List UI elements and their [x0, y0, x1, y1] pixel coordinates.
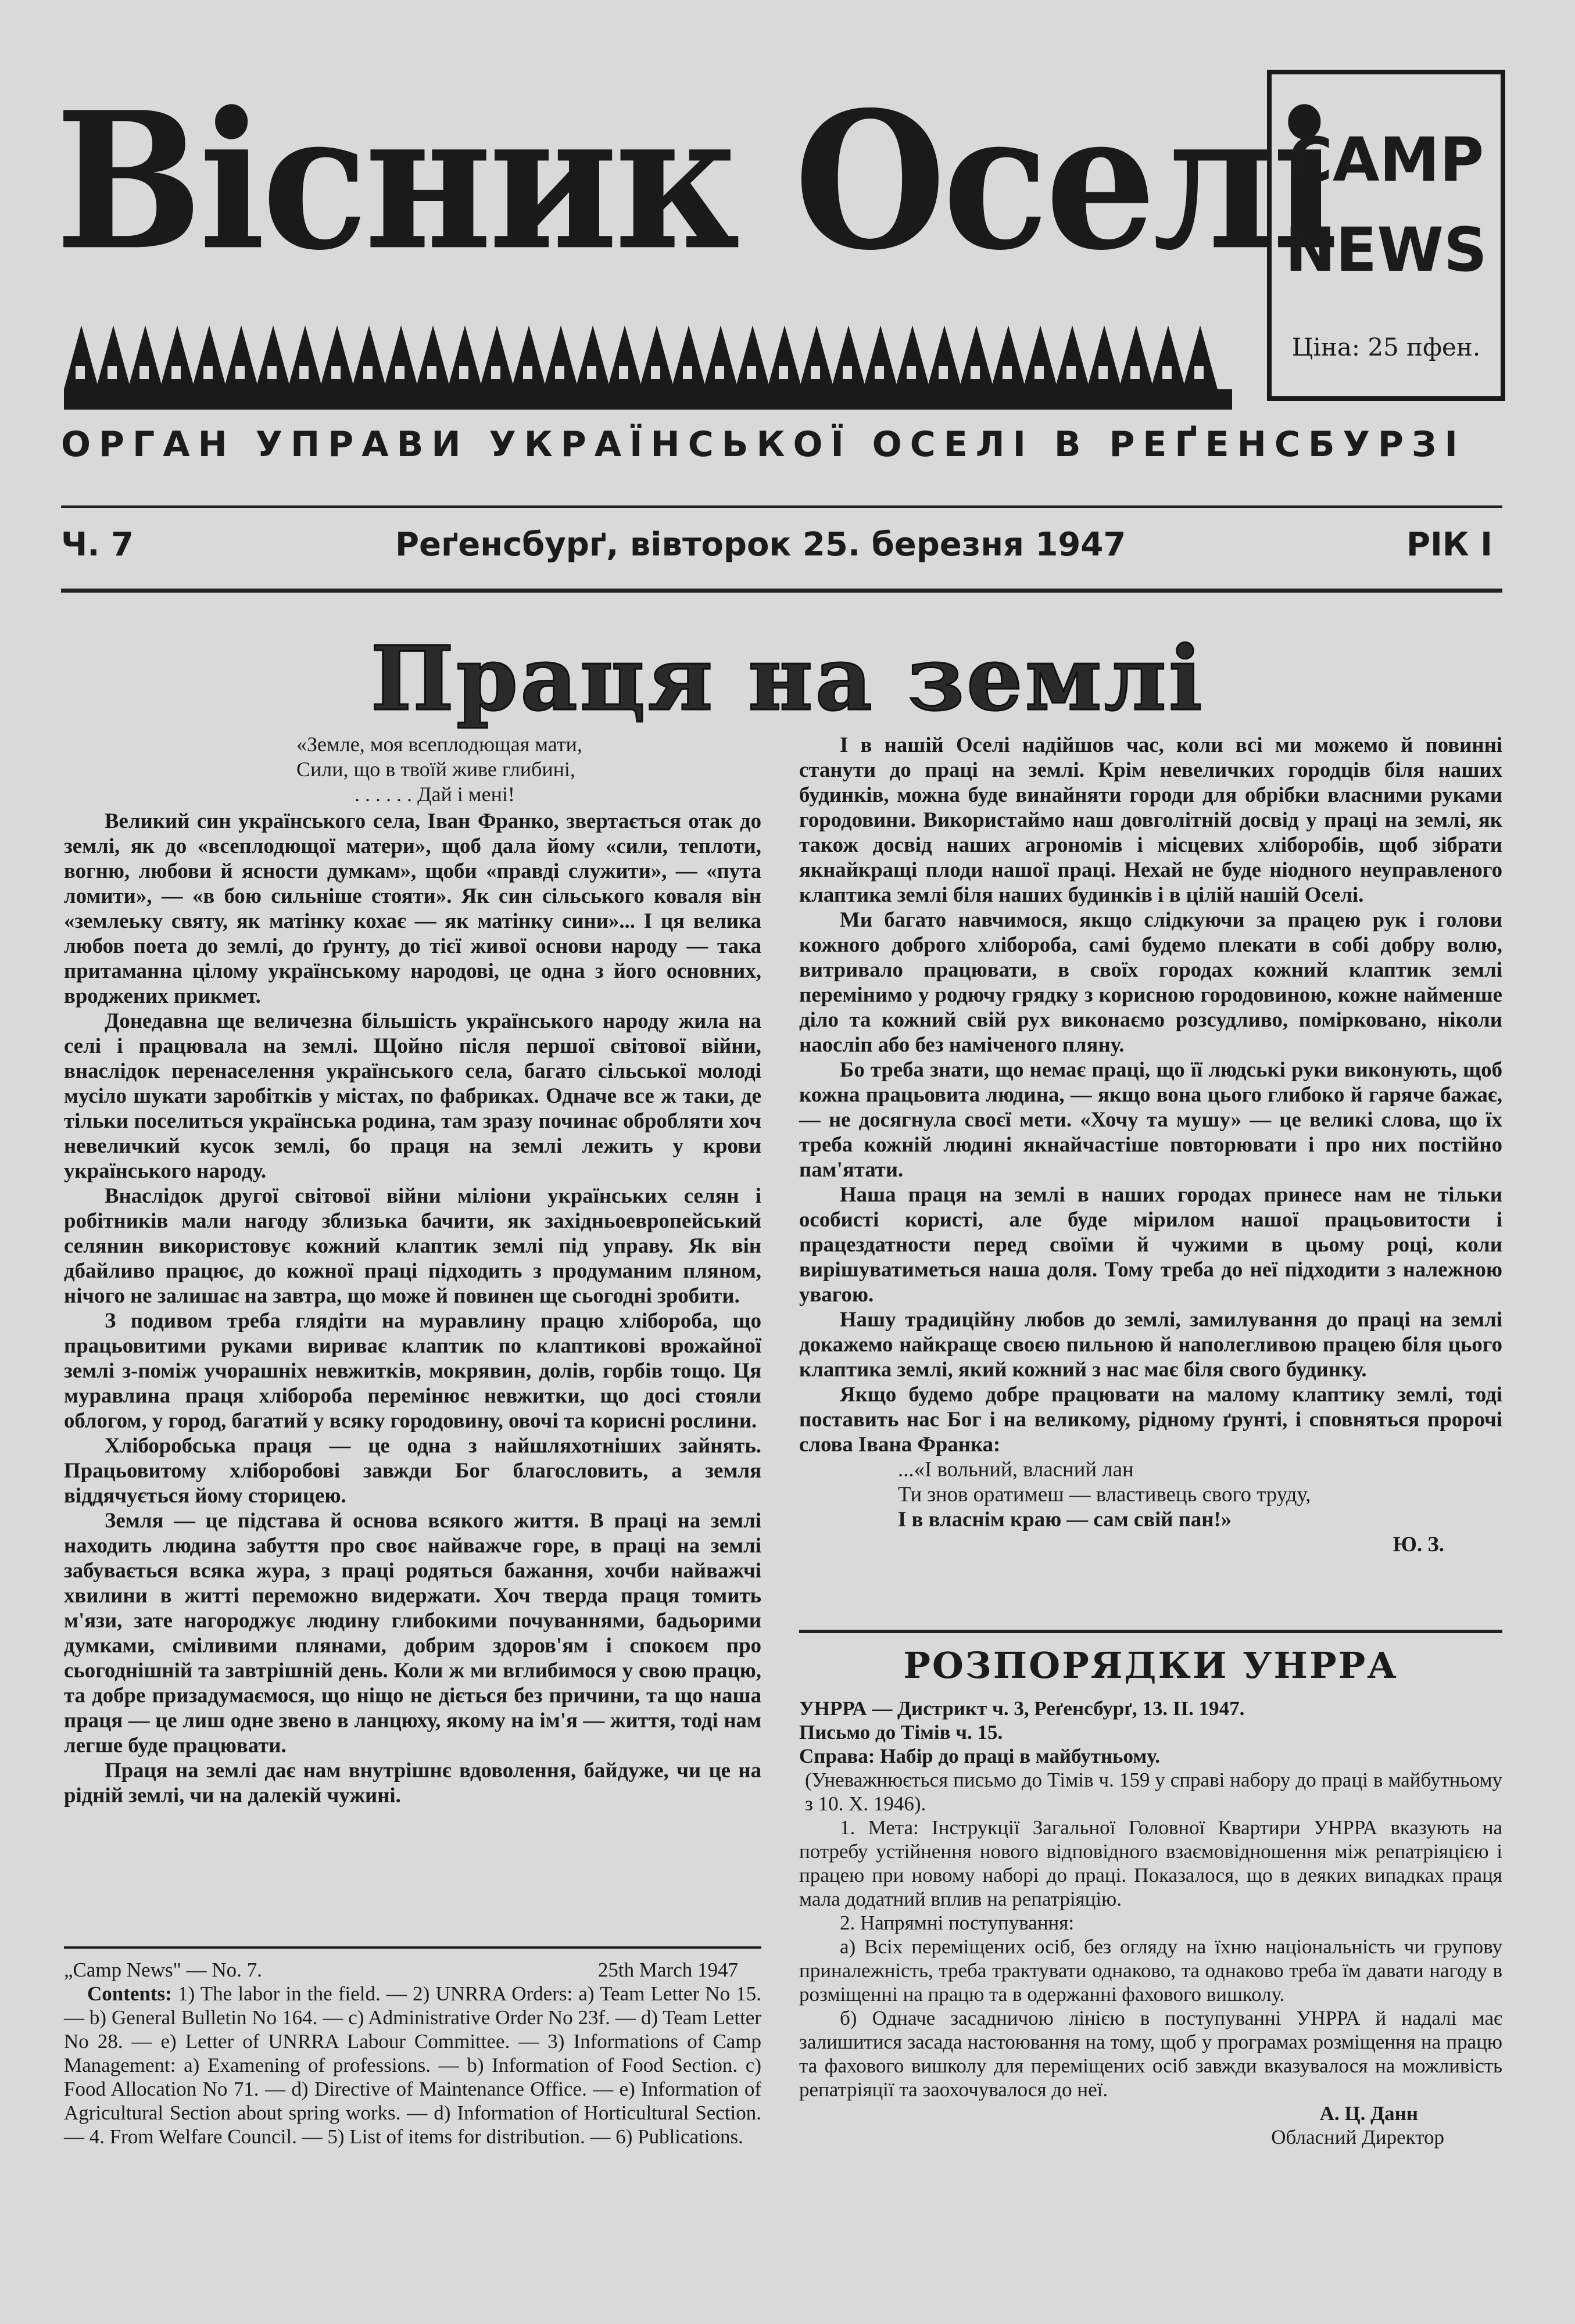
volume-year: РІК І [1406, 526, 1492, 564]
unrra-heading: УНРРА — Дистрикт ч. 3, Реґенсбурґ, 13. II. 1947. [799, 1697, 1245, 1720]
contents-lead: Contents: [87, 1982, 172, 2005]
article-paragraph: З подивом треба глядіти на муравлину працю хлібороба, що працьовитими руками вириває клаптик по клаптикові врожайної землі з-поміж учорашніх невжитків, мокрявин, долів, горбів тощо. Ця муравлина праця хлібороба перемінює невжитки, що досі стояли облогом, у город, багатий у всяку городовину, овочі та корисні рослини. [64, 1308, 761, 1432]
masthead-subtitle: ОРГАН УПРАВИ УКРАЇНСЬКОЇ ОСЕЛІ В РЕҐЕНСБУРЗІ [61, 424, 1466, 465]
camp-news-box [1267, 70, 1505, 401]
poem-line: ...«І вольний, власний лан [898, 1457, 1134, 1481]
price-label: Ціна: 25 пфен. [1291, 333, 1481, 361]
contents-rule [64, 1946, 761, 1949]
article-paragraph: Наша праця на землі в наших городах принесе нам не тільки особисті користі, але буде мірилом нашої працьовитости і працездатности перед своїми й чужими в цьому році, коли вирішуватиметься наша доля. Тому треба до неї підходити з належною увагою. [799, 1182, 1502, 1306]
epigraph [64, 732, 761, 807]
dateline: Реґенсбурґ, вівторок 25. березня 1947 [395, 526, 1126, 564]
unrra-title: РОЗПОРЯДКИ УНРРА [903, 1644, 1398, 1687]
article-paragraph: Праця на землі дає нам внутрішнє вдоволення, байдуже, чи це на рідній землі, чи на далекій чужині. [64, 1758, 761, 1807]
unrra-signer: А. Ц. Данн [1319, 2102, 1418, 2125]
issue-number: Ч. 7 [61, 526, 134, 564]
article-headline: Праця на землі [370, 626, 1205, 730]
unrra-subject: Справа: Набір до праці в майбутньому. [799, 1745, 1160, 1767]
masthead-title: Вісник Оселі [55, 70, 1335, 292]
poem-line: І в власнім краю — сам свій пан!» [898, 1507, 1232, 1531]
contents-box [64, 1958, 761, 2149]
article-paragraph: Земля — це підстава й основа всякого життя. В праці на землі находить людина забуття про своє найважче горе, в праці на землі забувається всяка жура, з праці родяться бажання, хочби найважчі хвилини в житті переможно видержати. Хоч тверда праця томить м'язи, зате нагороджує людину глибокими почуваннями, бадьорими думками, сміливими плянами, добрим здоров'ям і спокоєм про сьогоднішній та завтрішній день. Коли ж ми вглибимося у свою працю, та добре призадумаємося, що ніщо не діється без причини, та що наша праця — це лиш одне звено в ланцюху, якому на ім'я — життя, тоді нам легше буде працювати. [64, 1508, 761, 1757]
article-paragraph: Донедавна ще величезна більшість українського народу жила на селі і працювала на землі. Щойно після першої світової війни, внаслідок перенаселення українського села, багато сільської молоді мусіло шукати заробітків у містах, по фабриках. Одначе все ж таки, де тільки поселиться українська родина, там зразу починає обробляти хоч невеличкий кусок землі, бо праця на землі лежить у крови українського народу. [64, 1009, 761, 1182]
epigraph-line: Сили, що в твоїй живе глибині, [296, 758, 575, 781]
article-paragraph: Якщо будемо добре працювати на малому клаптику землі, тоді поставить нас Бог і на великому, рідному ґрунті, і сповняться пророчі слова Івана Франка: [799, 1382, 1502, 1456]
article-paragraph: Бо треба знати, що немає праці, що її людські руки виконують, щоб кожна працьовита людина, — якщо вона цього глибоко й гаряче бажає, — не досягнула своєї мети. «Хочу та мушу» — це великі слова, що їх треба кожній людині якнайчастіше повторювати і про них постійно пам'ятати. [799, 1057, 1502, 1181]
camp-news-line1: CAMP [1288, 124, 1484, 195]
epigraph-line: «Земле, моя всеплодющая мати, [296, 733, 582, 756]
contents-header [64, 1958, 761, 1982]
article-signature: Ю. З. [1393, 1532, 1444, 1556]
camp-news-line2: NEWS [1285, 214, 1487, 285]
unrra-letter: Письмо до Тімів ч. 15. [799, 1721, 1003, 1744]
unrra-signer-title: Обласний Директор [1271, 2126, 1444, 2149]
article-paragraph: І в нашій Оселі надійшов час, коли всі ми можемо й повинні станути до праці на землі. Крім невеличких городців біля наших будинків, можна буде винайняти городи для обрібки власними руками городовини. Використаймо наш довголітній досвід у праці на землі, як також досвід наших агрономів і місцевих хліборобів, щоб зібрати якнайкращі плоди нашої праці. Нехай не буде ніодного неуправленого клаптика землі біля наших будинків і в цілій нашій Оселі. [799, 733, 1502, 906]
unrra-point: б) Одначе засадничою лінією в поступуванні УНРРА й надалі має залишитися засада настоювання на тому, щоб у програмах розміщення на працю та фахового вишколу для переміщених осіб завжди вказувалося на можливість репатріяції та заохочувалося до неї. [799, 2007, 1502, 2101]
article-paragraph: Внаслідок другої світової війни міліони українських селян і робітників мали нагоду зблизька бачити, як західньоевропейський селянин використовує кожний клаптик землі під управу. Як він дбайливо працює, до кожної праці підходить з продуманим пляном, нічого не залишає на завтра, що може й повинен ще сьогодні зробити. [64, 1183, 761, 1307]
unrra-point: 2. Напрямні поступування: [840, 1911, 1075, 1934]
poem-line: Ти знов оратимеш — властивець свого труду, [898, 1482, 1311, 1506]
contents-text: 1) The labor in the field. — 2) UNRRA Orders: a) Team Letter No 15. — b) General Bulletin No 164. — c) Administrative Order No 23f. — d) Team Letter No 28. — e) Letter of UNRRA Labour Committee. — 3) Informations of Camp Management: a) Examening of professions. — b) Information of Food Section. c) Food Allocation No 71. — d) Directive of Maintenance Office. — e) Information of Agricultural Section about spring works. — d) Information of Horticultural Section. — 4. From Welfare Council. — 5) List of items for distribution. — 6) Publications. [64, 1982, 762, 2148]
article-paragraph: Ми багато навчимося, якщо слідкуючи за працею рук і голови кожного доброго хлібороба, самі будемо плекати в собі добру волю, витривало працювати, в своїх городах кожний клаптик землі перемінимо у родючу грядку з корисною городовиною, кожне найменше діло та кожний свій рух виконаємо розсудливо, помірковано, ніколи наосліп або без наміченого пляну. [799, 908, 1502, 1056]
article-paragraph: Хліборобська праця — це одна з найшляхотніших зайнять. Працьовитому хліборобові завжди Бог благословить, а земля віддячується йому сторицею. [64, 1433, 761, 1507]
closing-poem [799, 1457, 1502, 1532]
epigraph-line: . . . . . . Дай і мені! [355, 783, 515, 806]
unrra-rule [799, 1630, 1502, 1633]
article-right-column [799, 732, 1502, 1556]
article-paragraph: Нашу традиційну любов до землі, замилування до праці на землі докажемо найкраще своєю пильною й наполегливою працею біля цього клаптика землі, який кожний з нас має біля свого будинку. [799, 1307, 1502, 1381]
article-paragraph: Великий син українського села, Іван Франко, звертається отак до землі, як до «всеплодющої матери», щоб дала йому «сили, теплоти, вогню, любови й ясности думкам», щоби «правді служити», — «пута ломити», — «в бою сильніше стояти». Як син сільського коваля він «землеьку святу, як матінку кохає — як матінку сини»... І ця велика любов поета до землі, до ґрунту, до тієї живої основи народу — така притаманна цілому українському народові, це одна з його основних, вроджених прикмет. [64, 809, 761, 1007]
houses-row-ornament [64, 302, 1232, 410]
contents-publication: „Camp News" — No. 7. [64, 1959, 262, 1981]
masthead-rule-top [61, 505, 1502, 508]
unrra-point: 1. Мета: Інструкції Загальної Головної Квартири УНРРА вказують на потребу устійнення нового відповідного взаємовідношення між репатріяцією і працею при новому наборі до праці. Показалося, що в деяких випадках праця мала додатний вплив на репатріяцію. [799, 1816, 1502, 1910]
contents-date: 25th March 1947 [597, 1959, 738, 1981]
unrra-point: а) Всіх переміщених осіб, без огляду на їхню національність чи групову приналежність, треба трактувати однаково, та однаково треба їм давати нагоду в розміщенні на працю та в одержанні фахового вишколу. [799, 1935, 1502, 2006]
unrra-note: (Уневажнюється письмо до Тімів ч. 159 у справі набору до праці в майбутньому з 10. X. 1946). [805, 1769, 1502, 1815]
unrra-body [799, 1697, 1502, 2149]
contents-list [64, 1982, 761, 2149]
masthead-rule-bottom [61, 589, 1502, 593]
article-left-column [64, 732, 761, 1807]
